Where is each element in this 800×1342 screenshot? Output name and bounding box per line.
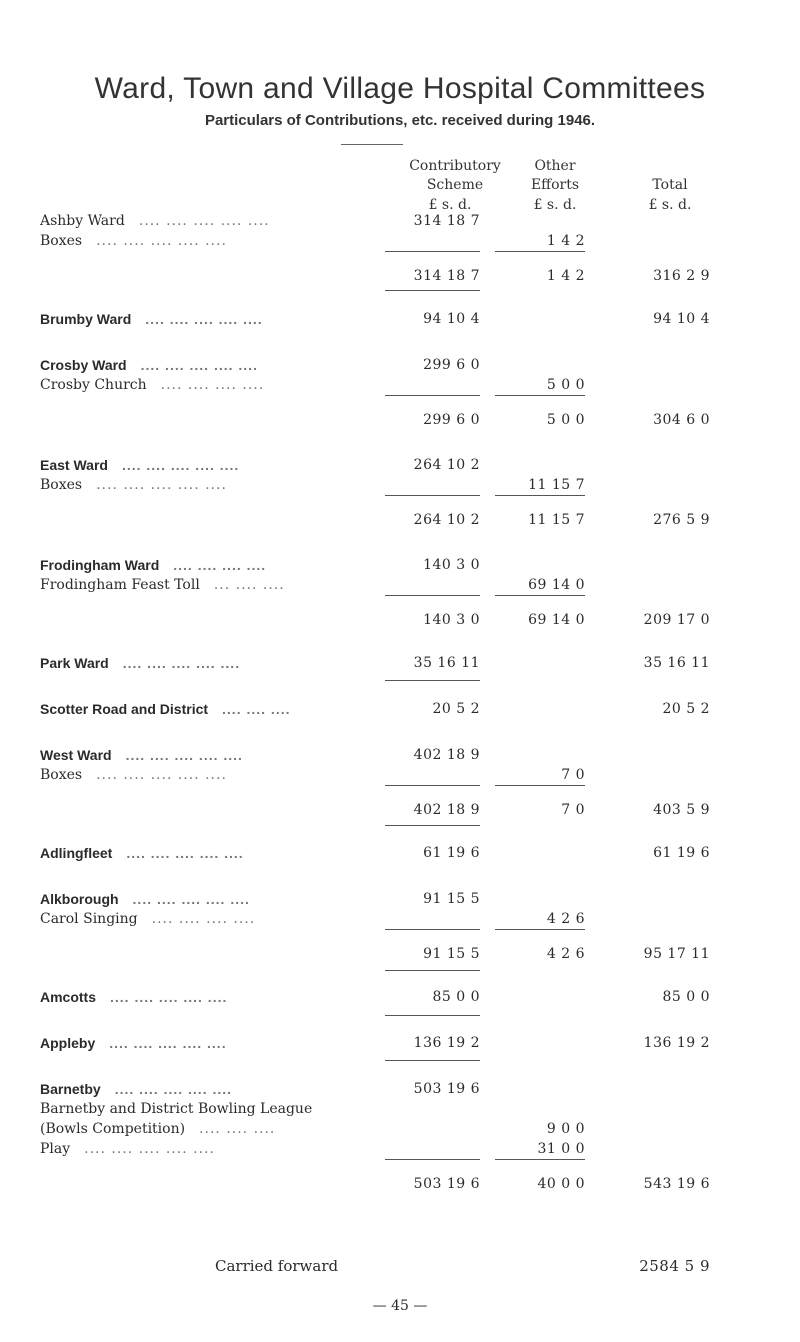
leader-dots: .... .... .... .... .... <box>125 747 243 763</box>
row-label-text: Frodingham Ward <box>40 557 160 573</box>
total-value: 543 19 6 <box>643 1176 710 1192</box>
leader-dots: .... .... .... .... .... <box>84 1141 215 1157</box>
sum-rule <box>495 785 585 786</box>
sum-rule <box>385 680 480 681</box>
row-label <box>40 557 266 573</box>
contributory-value: 299 6 0 <box>423 357 480 373</box>
row-label <box>40 377 264 393</box>
table-row <box>0 989 800 1009</box>
contributory-value: 503 19 6 <box>413 1081 480 1097</box>
row-label <box>40 891 250 907</box>
sum-rule <box>385 785 480 786</box>
row-label-text: Play <box>40 1141 71 1157</box>
contributory-value: 402 18 9 <box>413 802 480 818</box>
row-label <box>40 233 227 249</box>
row-label <box>40 577 285 593</box>
row-label-text: Crosby Ward <box>40 357 127 373</box>
table-row <box>0 377 800 397</box>
row-label-text: Carol Singing <box>40 911 138 927</box>
leader-dots: ... .... .... <box>213 577 285 593</box>
table-row <box>0 1176 800 1196</box>
contributory-value: 94 10 4 <box>423 311 480 327</box>
row-label-text: Crosby Church <box>40 377 147 393</box>
sum-rule <box>495 495 585 496</box>
header-other-line2: Efforts <box>530 177 580 193</box>
leader-dots: .... .... .... .... .... <box>109 1035 227 1051</box>
table-row <box>0 477 800 497</box>
leader-dots: .... .... .... .... .... <box>96 233 227 249</box>
leader-dots: .... .... .... .... .... <box>121 457 240 473</box>
row-label <box>40 1035 227 1051</box>
row-label <box>40 946 54 962</box>
other-efforts-value: 7 0 <box>561 802 585 818</box>
table-row <box>0 512 800 532</box>
table-row <box>0 1121 800 1141</box>
other-efforts-value: 4 2 6 <box>546 911 585 927</box>
other-efforts-value: 69 14 0 <box>528 577 585 593</box>
leader-dots: .... .... .... .... .... <box>132 891 250 907</box>
row-label-text: Barnetby <box>40 1081 101 1097</box>
table-row <box>0 557 800 577</box>
header-contributory-units: £ s. d. <box>428 197 472 213</box>
row-label <box>40 989 227 1005</box>
table-row <box>0 802 800 822</box>
total-value: 276 5 9 <box>653 512 710 528</box>
leader-dots: .... .... .... .... .... <box>96 477 227 493</box>
sum-rule <box>495 595 585 596</box>
table-row <box>0 268 800 288</box>
table-row <box>0 577 800 597</box>
table-row <box>0 412 800 432</box>
row-label-text: Appleby <box>40 1035 96 1051</box>
row-label <box>40 845 244 861</box>
contributory-value: 140 3 0 <box>423 557 480 573</box>
row-label <box>40 1101 326 1117</box>
table-row <box>0 747 800 767</box>
leader-dots: .... .... .... .... .... <box>110 989 228 1005</box>
row-label <box>40 477 227 493</box>
contributory-value: 35 16 11 <box>413 655 480 671</box>
table-row <box>0 311 800 331</box>
row-label-text: Boxes <box>40 233 83 249</box>
row-label <box>40 213 270 229</box>
leader-dots: .... .... .... .... .... <box>114 1081 233 1097</box>
other-efforts-value: 7 0 <box>561 767 585 783</box>
leader-dots: .... .... .... .... .... <box>145 311 263 327</box>
other-efforts-value: 11 15 7 <box>528 512 585 528</box>
leader-dots: .... .... .... .... .... <box>96 767 227 783</box>
row-label <box>40 268 54 284</box>
total-value: 136 19 2 <box>643 1035 710 1051</box>
total-value: 316 2 9 <box>653 268 710 284</box>
leader-dots: .... .... .... .... .... <box>140 357 258 373</box>
table-row <box>0 767 800 787</box>
total-value: 95 17 11 <box>643 946 710 962</box>
header-contributory-line2: Scheme <box>426 177 484 193</box>
contributory-value: 140 3 0 <box>423 612 480 628</box>
sum-rule <box>495 251 585 252</box>
row-label-text: (Bowls Competition) <box>40 1121 186 1137</box>
contributory-value: 503 19 6 <box>413 1176 480 1192</box>
row-label <box>40 612 54 628</box>
leader-dots: .... .... .... .... .... <box>122 655 241 671</box>
other-efforts-value: 40 0 0 <box>537 1176 585 1192</box>
row-label <box>40 802 54 818</box>
row-label-text: Frodingham Feast Toll <box>40 577 200 593</box>
row-label <box>40 911 255 927</box>
row-label-text: Scotter Road and District <box>40 701 209 717</box>
sum-rule <box>495 1159 585 1160</box>
page-title: Ward, Town and Village Hospital Committees <box>94 72 706 105</box>
row-label <box>40 311 263 327</box>
other-efforts-value: 5 0 0 <box>546 412 585 428</box>
title-divider <box>341 144 403 145</box>
leader-dots: .... .... .... <box>199 1121 276 1137</box>
table-row <box>0 1081 800 1101</box>
contributory-value: 91 15 5 <box>423 946 480 962</box>
row-label <box>40 512 54 528</box>
row-label <box>40 357 258 373</box>
other-efforts-value: 9 0 0 <box>546 1121 585 1137</box>
sum-rule <box>495 395 585 396</box>
sum-rule <box>385 1159 480 1160</box>
table-row <box>0 357 800 377</box>
contributory-value: 91 15 5 <box>423 891 480 907</box>
row-label-text: Barnetby and District Bowling League <box>40 1101 313 1117</box>
sum-rule <box>385 395 480 396</box>
row-label <box>40 1081 232 1097</box>
sum-rule <box>385 825 480 826</box>
row-label <box>40 767 227 783</box>
sum-rule <box>385 929 480 930</box>
sum-rule <box>385 495 480 496</box>
header-total-units: £ s. d. <box>648 197 692 213</box>
page-number: — 45 — <box>372 1298 428 1314</box>
contributory-value: 264 10 2 <box>413 512 480 528</box>
table-row <box>0 233 800 253</box>
page-subtitle: Particulars of Contributions, etc. received during 1946. <box>204 112 596 129</box>
other-efforts-value: 11 15 7 <box>528 477 585 493</box>
sum-rule <box>385 1060 480 1061</box>
contributory-value: 402 18 9 <box>413 747 480 763</box>
contributory-value: 264 10 2 <box>413 457 480 473</box>
other-efforts-value: 1 4 2 <box>546 233 585 249</box>
table-row <box>0 655 800 675</box>
other-efforts-value: 5 0 0 <box>546 377 585 393</box>
row-label <box>40 457 239 473</box>
other-efforts-value: 69 14 0 <box>528 612 585 628</box>
sum-rule <box>385 970 480 971</box>
leader-dots: .... .... .... .... .... <box>126 845 244 861</box>
total-value: 61 19 6 <box>653 845 710 861</box>
sum-rule <box>385 290 480 291</box>
row-label <box>40 1141 215 1157</box>
table-row <box>0 213 800 233</box>
row-label <box>40 701 291 717</box>
leader-dots: .... .... .... .... <box>151 911 256 927</box>
row-label-text: Boxes <box>40 767 83 783</box>
leader-dots: .... .... .... <box>222 701 291 717</box>
contributory-value: 314 18 7 <box>413 213 480 229</box>
row-label-text: Boxes <box>40 477 83 493</box>
table-row <box>0 457 800 477</box>
contributory-value: 314 18 7 <box>413 268 480 284</box>
table-row <box>0 845 800 865</box>
sum-rule <box>385 1015 480 1016</box>
row-label <box>40 1121 275 1137</box>
table-row <box>0 612 800 632</box>
header-other-units: £ s. d. <box>533 197 577 213</box>
total-value: 85 0 0 <box>662 989 710 1005</box>
total-value: 35 16 11 <box>643 655 710 671</box>
table-row <box>0 701 800 721</box>
contributory-value: 61 19 6 <box>423 845 480 861</box>
row-label-text: Park Ward <box>40 655 109 671</box>
table-row <box>0 911 800 931</box>
other-efforts-value: 1 4 2 <box>546 268 585 284</box>
row-label-text: Adlingfleet <box>40 845 113 861</box>
table-row <box>0 891 800 911</box>
row-label <box>40 655 240 671</box>
leader-dots: .... .... .... .... <box>160 377 265 393</box>
row-label-text: West Ward <box>40 747 112 763</box>
total-value: 209 17 0 <box>643 612 710 628</box>
carried-forward-total: 2584 5 9 <box>639 1257 710 1275</box>
row-label-text: Amcotts <box>40 989 97 1005</box>
contributory-value: 20 5 2 <box>432 701 480 717</box>
total-value: 20 5 2 <box>662 701 710 717</box>
total-value: 94 10 4 <box>653 311 710 327</box>
other-efforts-value: 4 2 6 <box>546 946 585 962</box>
table-row <box>0 1101 800 1121</box>
row-label-text: Brumby Ward <box>40 311 132 327</box>
sum-rule <box>495 929 585 930</box>
header-contributory-line1: Contributory <box>409 158 501 174</box>
other-efforts-value: 31 0 0 <box>537 1141 585 1157</box>
header-other-line1: Other <box>534 158 576 174</box>
sum-rule <box>385 595 480 596</box>
total-value: 304 6 0 <box>653 412 710 428</box>
header-total-line1: Total <box>652 177 688 193</box>
table-row <box>0 946 800 966</box>
table-row <box>0 1141 800 1161</box>
total-value: 403 5 9 <box>653 802 710 818</box>
row-label <box>40 747 243 763</box>
carried-forward-label: Carried forward <box>215 1257 339 1275</box>
leader-dots: .... .... .... .... .... <box>138 213 270 229</box>
row-label <box>40 1176 54 1192</box>
row-label-text: East Ward <box>40 457 108 473</box>
table-row <box>0 1035 800 1055</box>
row-label-text: Alkborough <box>40 891 119 907</box>
row-label-text: Ashby Ward <box>40 213 125 229</box>
leader-dots: .... .... .... .... <box>173 557 267 573</box>
contributory-value: 299 6 0 <box>423 412 480 428</box>
sum-rule <box>385 251 480 252</box>
contributory-value: 136 19 2 <box>413 1035 480 1051</box>
row-label <box>40 412 54 428</box>
contributory-value: 85 0 0 <box>432 989 480 1005</box>
